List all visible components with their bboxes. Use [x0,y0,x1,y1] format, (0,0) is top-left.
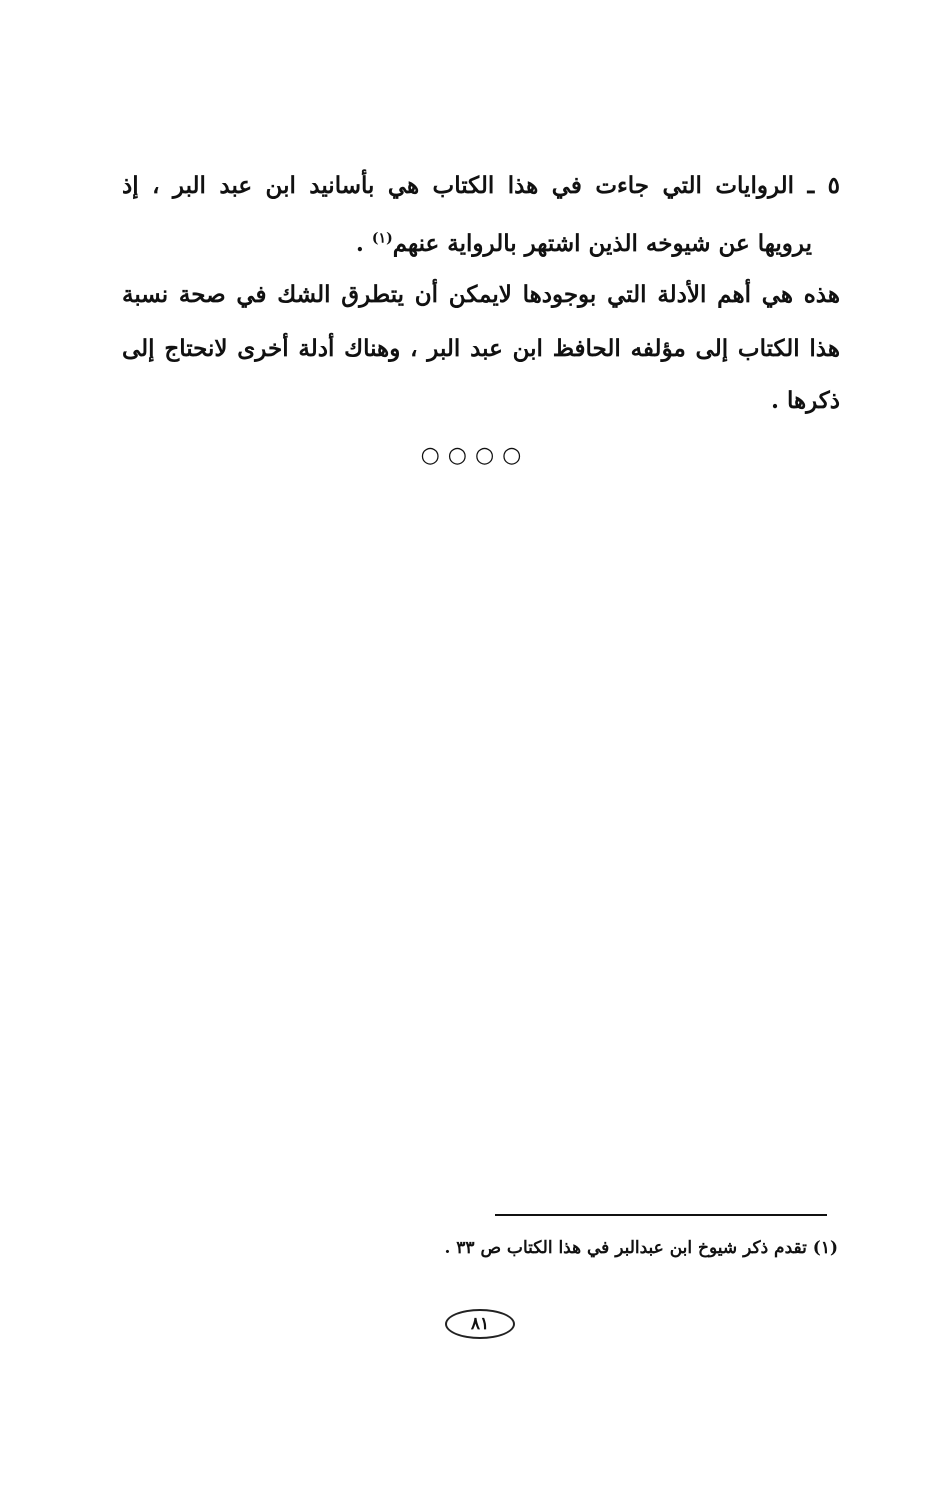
footnote-divider [495,1214,827,1216]
text-line-1: ٥ ـ الروايات التي جاءت في هذا الكتاب هي بأسانيد ابن عبد البر ، إذ [122,172,840,199]
text-line-2-content: يرويها عن شيوخه الذين اشتهر بالرواية عنهم [392,230,812,257]
text-line-2 [356,228,812,260]
footnote: (١) تقدم ذكر شيوخ ابن عبدالبر في هذا الكتاب ص ٣٣ . [444,1238,838,1258]
footnote-reference: (١) [371,230,393,247]
text-line-3: هذه هي أهم الأدلة التي بوجودها لايمكن أن يتطرق الشك في صحة نسبة [122,281,840,308]
text-line-2-end: . [355,230,372,257]
page-number-label: ٨١ [470,1314,490,1334]
section-ornament: ○○○○ [420,443,530,468]
page-number [445,1309,515,1339]
text-line-4: هذا الكتاب إلى مؤلفه الحافظ ابن عبد البر ، وهناك أدلة أخرى لانحتاج إلى [122,335,840,362]
text-line-5: ذكرها . [770,387,840,414]
